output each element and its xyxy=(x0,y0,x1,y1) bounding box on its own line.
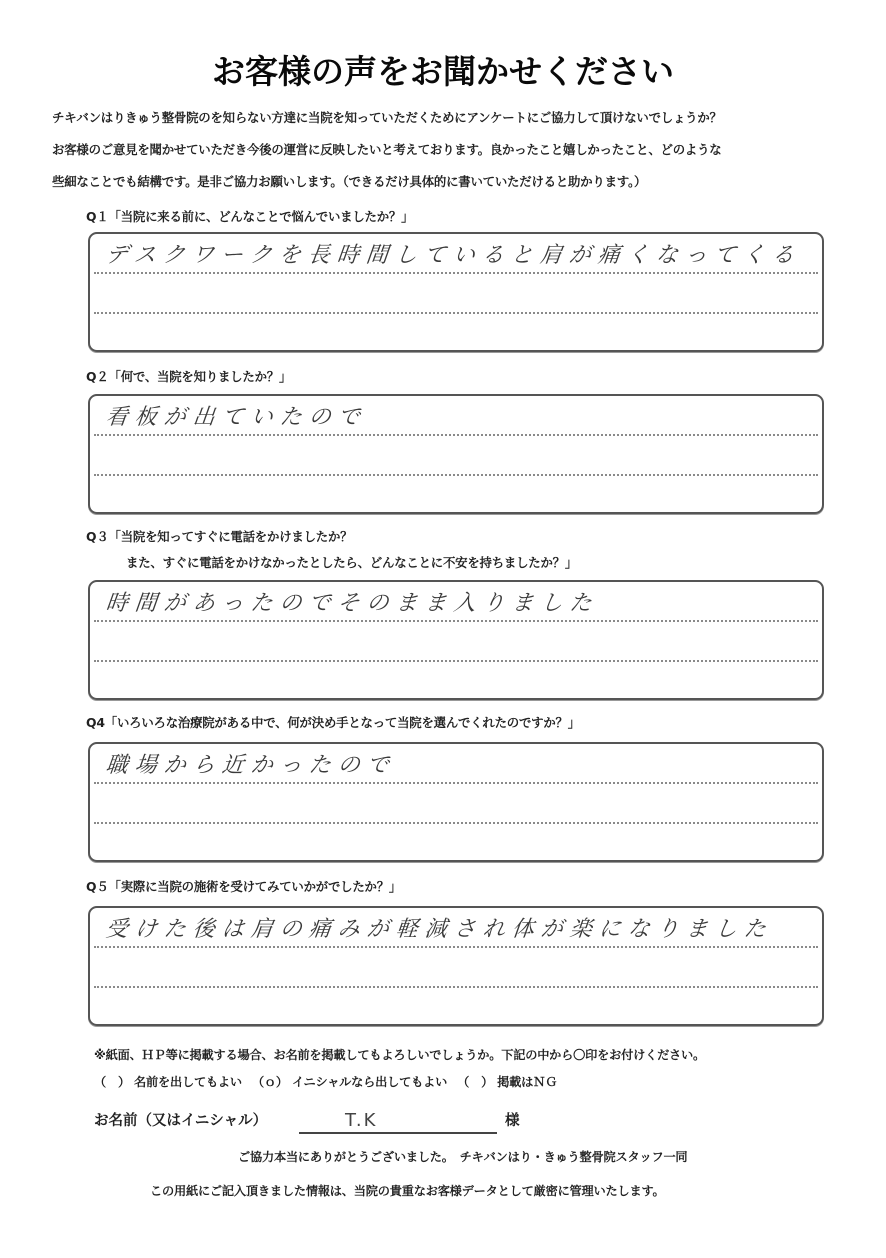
ruled-line xyxy=(94,782,818,784)
privacy-notice: この用紙にご記入頂きました情報は、当院の貴重なお客様データとして厳密に管理いたします。 xyxy=(150,1184,665,1198)
question-3-answer-box[interactable] xyxy=(88,580,824,700)
consent-note: ※紙面、ＨＰ等に掲載する場合、お名前を掲載してもよろしいでしょうか。下記の中から〇印をお付けください。 xyxy=(94,1048,706,1062)
checkbox-paren-checked[interactable]: （ｏ） xyxy=(251,1075,288,1089)
ruled-line xyxy=(94,474,818,476)
name-field-suffix: 様 xyxy=(505,1113,520,1129)
question-1-answer: デスクワークを長時間していると肩が痛くなってくる xyxy=(104,243,803,268)
question-5-label: Q５「実際に当院の施術を受けてみていかがでしたか？」 xyxy=(86,879,402,894)
question-1-label: Q１「当院に来る前に、どんなことで悩んでいましたか？」 xyxy=(86,209,414,224)
checkbox-paren[interactable]: （ ） xyxy=(457,1075,494,1089)
question-5-answer: 受けた後は肩の痛みが軽減され体が楽になりました xyxy=(104,917,775,942)
name-field-label: お名前（又はイニシャル） xyxy=(94,1113,268,1129)
thanks-message: ご協力本当にありがとうございました。 チキバンはり・きゅう整骨院スタッフ一同 xyxy=(238,1150,688,1164)
question-5-answer-box[interactable] xyxy=(88,906,824,1026)
checkbox-paren[interactable]: （ ） xyxy=(94,1075,130,1089)
ruled-line xyxy=(94,272,818,274)
page-title: お客様の声をお聞かせください xyxy=(212,52,674,91)
question-4-label: Q4「いろいろな治療院がある中で、何が決め手となって当院を選んでくれたのですか？」 xyxy=(86,715,580,730)
name-field-value: T.K xyxy=(345,1110,378,1131)
question-3-label-line-2: また、すぐに電話をかけなかったとしたら、どんなことに不安を持ちましたか？」 xyxy=(126,555,578,570)
ruled-line xyxy=(94,434,818,436)
intro-line-2: お客様のご意見を聞かせていただき今後の運営に反映したいと考えております。良かったこと嬉しかったこと、どのような xyxy=(52,142,722,157)
consent-option-initials[interactable]: （ｏ） イニシャルなら出してもよい xyxy=(251,1075,448,1089)
ruled-line xyxy=(94,312,818,314)
ruled-line xyxy=(94,946,818,948)
question-4-answer: 職場から近かったので xyxy=(104,753,398,778)
ruled-line xyxy=(94,660,818,662)
question-3-label: Q３「当院を知ってすぐに電話をかけましたか？ xyxy=(86,529,353,544)
ruled-line xyxy=(94,822,818,824)
intro-line-3: 些細なことでも結構です。是非ご協力お願いします。（できるだけ具体的に書いていただけると助かります。） xyxy=(52,174,647,189)
consent-option-full-name[interactable]: （ ） 名前を出してもよい xyxy=(94,1075,242,1089)
question-2-answer-box[interactable] xyxy=(88,394,824,514)
question-3-answer: 時間があったのでそのまま入りました xyxy=(104,591,600,616)
intro-line-1: チキバンはりきゅう整骨院のを知らない方達に当院を知っていただくためにアンケートにご協力して頂けないでしょうか？ xyxy=(52,110,722,125)
question-2-label: Q２「何で、当院を知りましたか？」 xyxy=(86,369,292,384)
question-1-answer-box[interactable] xyxy=(88,232,824,352)
name-field-input[interactable] xyxy=(299,1108,497,1134)
question-2-answer: 看板が出ていたので xyxy=(104,405,369,430)
consent-options xyxy=(94,1073,557,1090)
consent-option-no-publish[interactable]: （ ） 掲載はＮＧ xyxy=(457,1075,558,1089)
ruled-line xyxy=(94,620,818,622)
question-4-answer-box[interactable] xyxy=(88,742,824,862)
ruled-line xyxy=(94,986,818,988)
